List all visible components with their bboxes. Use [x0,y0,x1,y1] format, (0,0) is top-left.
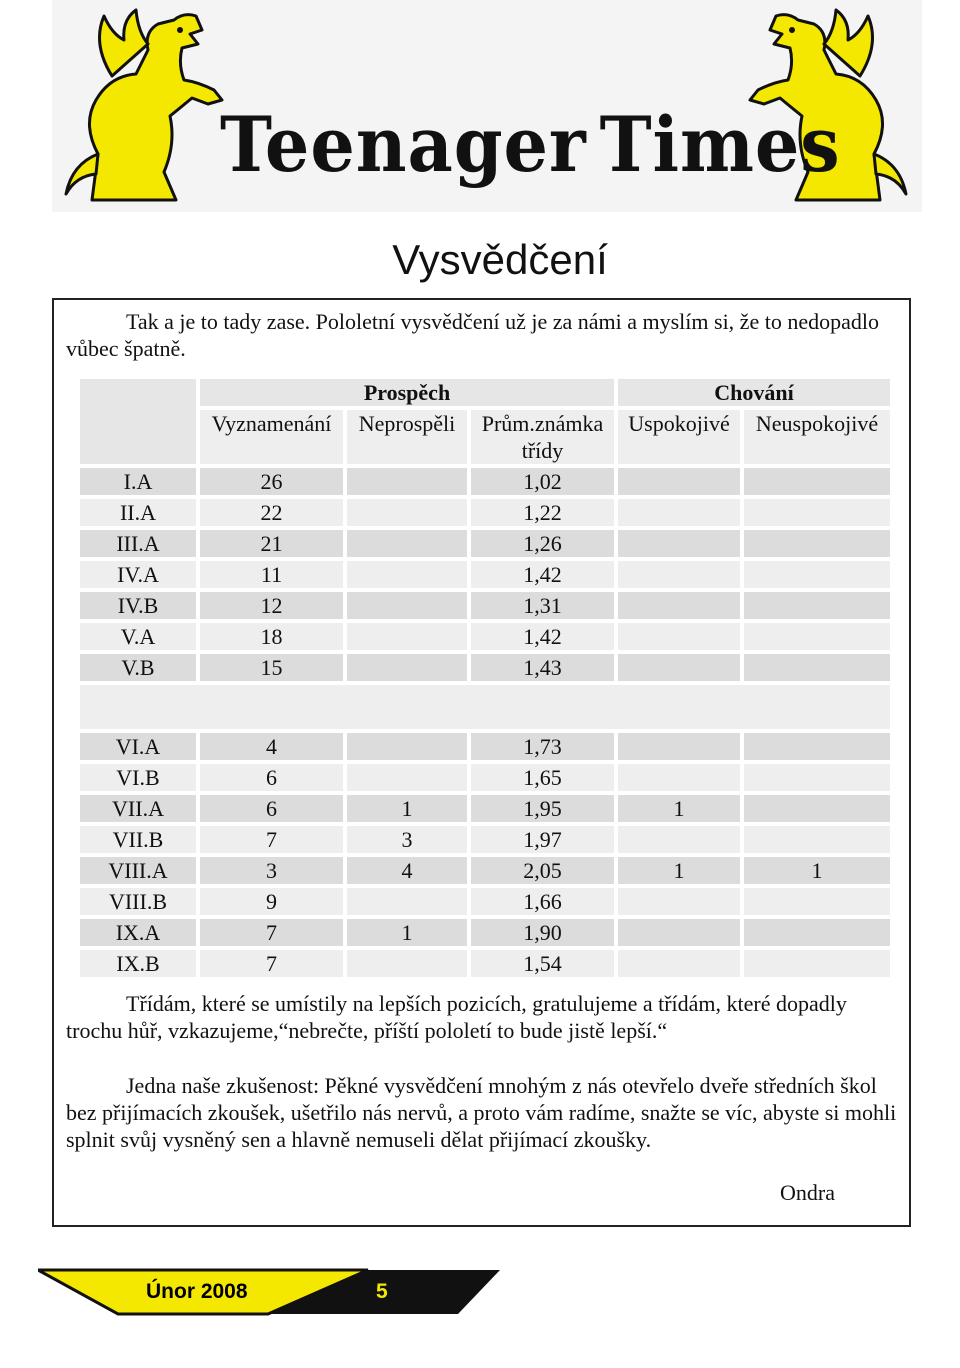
intro-text: Tak a je to tady zase. Pololetní vysvědčení už je za námi a myslím si, že to nedopadlo vůbec špatně. [66,309,879,361]
average-cell: 1,54 [471,950,614,977]
column-header-neuspokojive: Neuspokojivé [744,410,890,464]
column-header-uspokojive: Uspokojivé [618,410,740,464]
failed-cell [347,950,467,977]
footer-banner-shape [38,1266,502,1318]
average-cell: 1,43 [471,654,614,681]
honours-cell: 3 [200,857,343,884]
unsatisfactory-cell [744,888,890,915]
table-row [80,826,890,853]
advice-text: Jedna naše zkušenost: Pěkné vysvědčení mnohým z nás otevřelo dveře středních škol bez přijímacích zkoušek, ušetřilo nás nervů, a proto vám radíme, snažte se víc, abyste si mohli splnit svůj vysněný sen a hlavně nemuseli dělat přijímací zkoušky. [66,1073,897,1152]
class-cell: VIII.A [80,857,196,884]
masthead-title-part1: Teenager [220,100,587,189]
table-row [80,857,890,884]
table-row [80,654,890,681]
class-cell: IX.A [80,919,196,946]
satisfactory-cell [618,592,740,619]
average-cell: 1,22 [471,499,614,526]
group-header-prospech: Prospěch [200,379,614,406]
satisfactory-cell [618,919,740,946]
honours-cell: 6 [200,764,343,791]
author-signature: Ondra [780,1180,835,1205]
average-cell: 2,05 [471,857,614,884]
average-cell: 1,95 [471,795,614,822]
failed-cell [347,654,467,681]
class-cell: VIII.B [80,888,196,915]
satisfactory-cell [618,499,740,526]
honours-cell: 6 [200,795,343,822]
group-header-chovani: Chování [618,379,890,406]
average-cell: 1,73 [471,733,614,760]
table-row [80,950,890,977]
class-cell: V.B [80,654,196,681]
honours-cell: 12 [200,592,343,619]
unsatisfactory-cell [744,561,890,588]
table-row [80,468,890,495]
class-cell: II.A [80,499,196,526]
page-footer [38,1266,502,1318]
failed-cell [347,468,467,495]
table-row [80,888,890,915]
table-row [80,919,890,946]
failed-cell [347,561,467,588]
table-row [80,795,890,822]
satisfactory-cell [618,764,740,791]
table-row [80,561,890,588]
honours-cell: 18 [200,623,343,650]
advice-paragraph [66,1072,902,1153]
failed-cell [347,499,467,526]
satisfactory-cell [618,654,740,681]
failed-cell: 3 [347,826,467,853]
unsatisfactory-cell [744,795,890,822]
honours-cell: 26 [200,468,343,495]
table-row [80,499,890,526]
table-row [80,623,890,650]
unsatisfactory-cell [744,733,890,760]
satisfactory-cell [618,888,740,915]
masthead [52,0,922,212]
average-cell: 1,42 [471,623,614,650]
honours-cell: 15 [200,654,343,681]
congrats-paragraph [66,990,902,1044]
class-cell: IV.A [80,561,196,588]
unsatisfactory-cell: 1 [744,857,890,884]
class-cell: VI.B [80,764,196,791]
satisfactory-cell [618,561,740,588]
class-cell: I.A [80,468,196,495]
masthead-title [220,100,841,189]
failed-cell: 1 [347,795,467,822]
table-row [80,764,890,791]
average-cell: 1,31 [471,592,614,619]
failed-cell [347,623,467,650]
unsatisfactory-cell [744,530,890,557]
average-cell: 1,26 [471,530,614,557]
article-title: Vysvědčení [392,236,608,283]
failed-cell: 1 [347,919,467,946]
class-cell: VII.A [80,795,196,822]
table-row [80,592,890,619]
unsatisfactory-cell [744,499,890,526]
congrats-text: Třídám, které se umístily na lepších pozicích, gratulujeme a třídám, které dopadly trochu hůř, vzkazujeme,“nebrečte, příští pololetí to bude jistě lepší.“ [66,991,847,1043]
unsatisfactory-cell [744,764,890,791]
unsatisfactory-cell [744,919,890,946]
table-separator-row [80,685,890,729]
satisfactory-cell [618,733,740,760]
average-cell: 1,66 [471,888,614,915]
grades-table [76,375,894,981]
unsatisfactory-cell [744,826,890,853]
honours-cell: 7 [200,919,343,946]
table-separator-cell [80,685,890,729]
satisfactory-cell [618,530,740,557]
class-cell: VI.A [80,733,196,760]
column-header-vyznamenani: Vyznamenání [200,410,343,464]
honours-cell: 4 [200,733,343,760]
unsatisfactory-cell [744,592,890,619]
failed-cell [347,592,467,619]
failed-cell: 4 [347,857,467,884]
failed-cell [347,733,467,760]
table-row [80,733,890,760]
column-header-prumerna-znamka: Prům.známka třídy [471,410,614,464]
failed-cell [347,530,467,557]
failed-cell [347,764,467,791]
average-cell: 1,65 [471,764,614,791]
honours-cell: 21 [200,530,343,557]
honours-cell: 11 [200,561,343,588]
honours-cell: 9 [200,888,343,915]
class-cell: VII.B [80,826,196,853]
class-cell: V.A [80,623,196,650]
table-corner-cell [80,379,196,464]
satisfactory-cell [618,826,740,853]
failed-cell [347,888,467,915]
table-row [80,530,890,557]
table-group-header-row [80,379,890,406]
unsatisfactory-cell [744,623,890,650]
average-cell: 1,90 [471,919,614,946]
intro-paragraph [66,308,902,362]
class-cell: IX.B [80,950,196,977]
unsatisfactory-cell [744,950,890,977]
average-cell: 1,02 [471,468,614,495]
table-column-header-row [80,410,890,464]
class-cell: III.A [80,530,196,557]
unsatisfactory-cell [744,654,890,681]
satisfactory-cell [618,950,740,977]
column-header-neprospeli: Neprospěli [347,410,467,464]
satisfactory-cell [618,468,740,495]
footer-page-number: 5 [376,1280,388,1303]
masthead-title-part2: Times [599,100,841,189]
average-cell: 1,42 [471,561,614,588]
class-cell: IV.B [80,592,196,619]
average-cell: 1,97 [471,826,614,853]
satisfactory-cell [618,623,740,650]
honours-cell: 22 [200,499,343,526]
footer-date: Únor 2008 [146,1280,248,1303]
honours-cell: 7 [200,950,343,977]
satisfactory-cell: 1 [618,795,740,822]
griffin-left-icon [52,4,232,208]
satisfactory-cell: 1 [618,857,740,884]
unsatisfactory-cell [744,468,890,495]
honours-cell: 7 [200,826,343,853]
